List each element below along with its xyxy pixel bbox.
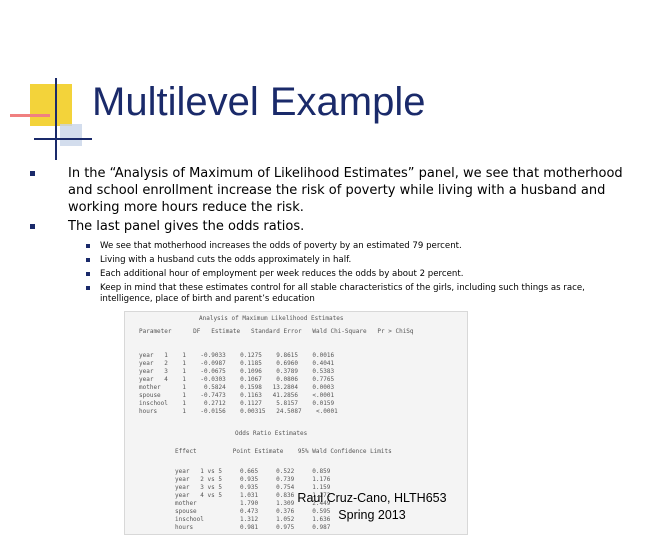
table-row: hours 0.981 0.975 0.987 bbox=[175, 524, 331, 531]
table-row: mother 1 0.5824 0.1598 13.2804 0.0003 bbox=[139, 384, 335, 391]
table-row: year 3 vs 5 0.935 0.754 1.159 bbox=[175, 484, 331, 491]
bullet-square-icon bbox=[30, 171, 35, 176]
table-row: year 2 1 -0.0987 0.1185 0.6960 0.4041 bbox=[139, 360, 335, 367]
sub-bullet-item bbox=[30, 255, 630, 266]
table-row: inschool 1 0.2712 0.1127 5.8157 0.0159 bbox=[139, 400, 335, 407]
sub-bullet-text: Keep in mind that these estimates control for all stable characteristics of the girls, including such things as race, intelligence, place of birth and parent’s education bbox=[100, 283, 585, 304]
sub-bullet-square-icon bbox=[86, 272, 90, 276]
sub-bullet-square-icon bbox=[86, 258, 90, 262]
decorative-horizontal-line bbox=[34, 138, 92, 140]
decorative-vertical-line bbox=[55, 78, 57, 160]
bullet-text: The last panel gives the odds ratios. bbox=[68, 219, 305, 234]
table-row: inschool 1.312 1.052 1.636 bbox=[175, 516, 331, 523]
decorative-red-bar bbox=[10, 114, 50, 117]
mle-table-caption: Analysis of Maximum Likelihood Estimates bbox=[199, 315, 344, 322]
slide-title: Multilevel Example bbox=[92, 80, 426, 124]
table-row: year 3 1 -0.0675 0.1096 0.3789 0.5383 bbox=[139, 368, 335, 375]
sub-bullet-square-icon bbox=[86, 286, 90, 290]
table-row: year 1 vs 5 0.665 0.522 0.859 bbox=[175, 468, 331, 475]
decorative-yellow-square bbox=[30, 84, 72, 126]
bullet-item bbox=[30, 218, 630, 235]
sub-bullet-text: We see that motherhood increases the odds of poverty by an estimated 79 percent. bbox=[100, 241, 462, 251]
bullet-square-icon bbox=[30, 224, 35, 229]
sub-bullet-list bbox=[30, 241, 630, 305]
sub-bullet-item bbox=[30, 241, 630, 252]
table-row: hours 1 -0.0156 0.00315 24.5087 <.0001 bbox=[139, 408, 338, 415]
bullet-text: In the “Analysis of Maximum of Likelihood Estimates” panel, we see that motherhood and school enrollment increase the risk of poverty while living with a husband and working more hours reduce the risk. bbox=[68, 166, 623, 215]
footer-author: Raul Cruz-Cano, HLTH653 bbox=[297, 491, 447, 505]
slide-footer bbox=[282, 490, 462, 524]
sub-bullet-item bbox=[30, 283, 630, 305]
sub-bullet-item bbox=[30, 269, 630, 280]
mle-table-header: Parameter DF Estimate Standard Error Wald Chi-Square Pr > ChiSq bbox=[139, 328, 414, 335]
or-table-caption: Odds Ratio Estimates bbox=[235, 430, 308, 437]
sub-bullet-text: Each additional hour of employment per week reduces the odds by about 2 percent. bbox=[100, 269, 464, 279]
table-row: year 4 vs 5 1.031 0.836 1.272 bbox=[175, 492, 331, 499]
or-table-header: Effect Point Estimate 95% Wald Confidence Limits bbox=[175, 448, 392, 455]
footer-term: Spring 2013 bbox=[338, 508, 406, 522]
decorative-blue-square bbox=[60, 124, 82, 146]
sub-bullet-square-icon bbox=[86, 244, 90, 248]
table-row: year 1 1 -0.9033 0.1275 9.8615 0.0016 bbox=[139, 352, 335, 359]
table-row: year 4 1 -0.0303 0.1067 0.0806 0.7765 bbox=[139, 376, 335, 383]
table-row: year 2 vs 5 0.935 0.739 1.176 bbox=[175, 476, 331, 483]
sub-bullet-text: Living with a husband cuts the odds approximately in half. bbox=[100, 255, 352, 265]
bullet-item bbox=[30, 165, 630, 216]
table-row: mother 1.790 1.309 2.449 bbox=[175, 500, 331, 507]
table-row: spouse 1 -0.7473 0.1163 41.2856 <.0001 bbox=[139, 392, 335, 399]
bullet-list bbox=[30, 165, 630, 308]
table-row: spouse 0.473 0.376 0.595 bbox=[175, 508, 331, 515]
